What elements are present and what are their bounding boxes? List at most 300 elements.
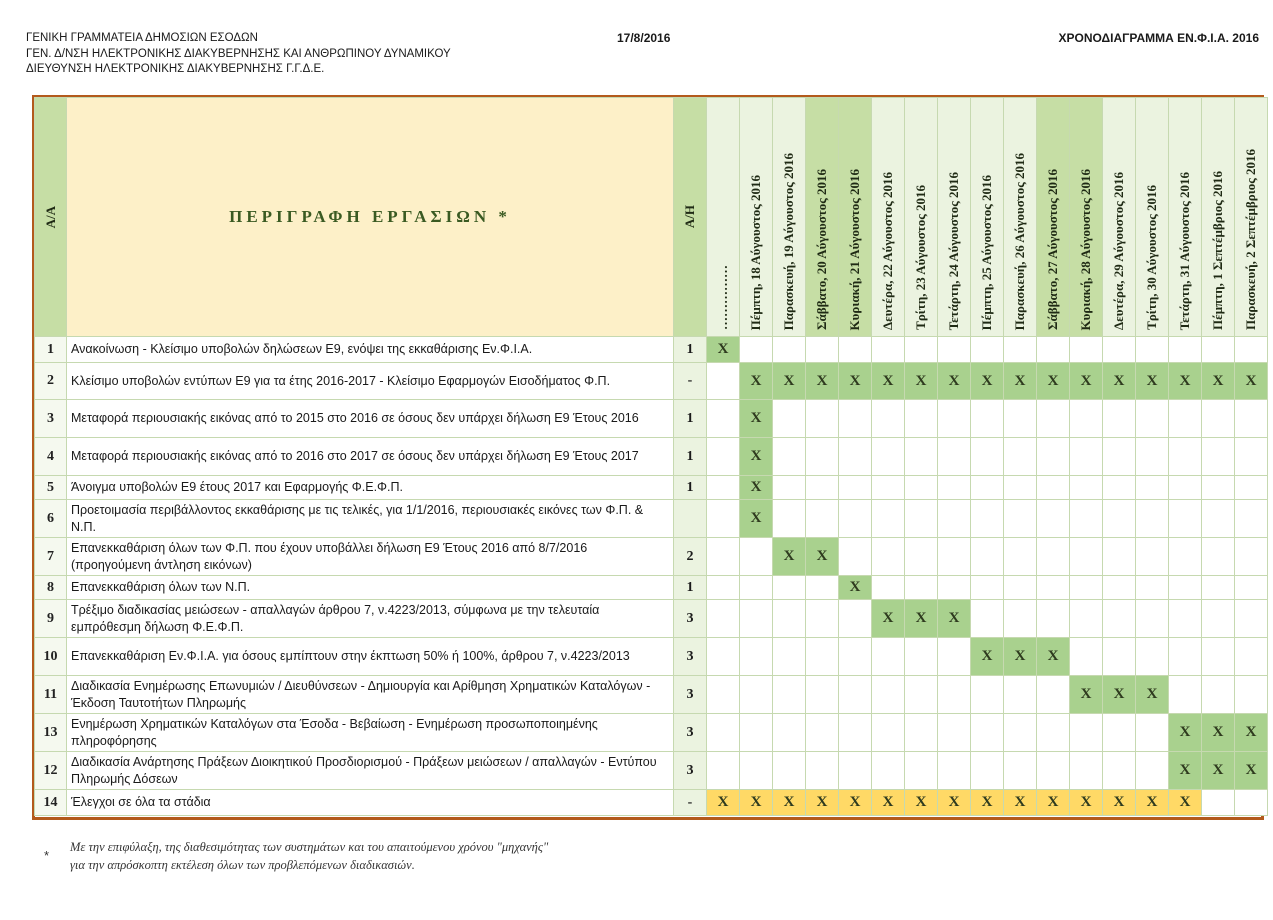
schedule-cell — [1103, 752, 1136, 790]
task-ah — [674, 500, 707, 538]
schedule-cell — [938, 638, 971, 676]
schedule-cell — [1235, 790, 1268, 816]
column-header-day — [872, 98, 905, 337]
schedule-cell — [740, 638, 773, 676]
schedule-cell — [806, 676, 839, 714]
schedule-cell — [773, 337, 806, 363]
schedule-cell — [1103, 500, 1136, 538]
schedule-mark: X — [905, 600, 938, 638]
schedule-cell — [1136, 538, 1169, 576]
task-ah: - — [674, 363, 707, 400]
schedule-cell — [1070, 576, 1103, 600]
schedule-mark: X — [740, 790, 773, 816]
day-label: Σάββατο, 20 Αύγουστος 2016 — [814, 169, 829, 330]
schedule-mark: X — [1169, 752, 1202, 790]
schedule-mark: X — [1004, 790, 1037, 816]
schedule-cell — [839, 676, 872, 714]
schedule-cell — [773, 400, 806, 438]
schedule-cell — [773, 638, 806, 676]
schedule-cell — [1070, 400, 1103, 438]
schedule-cell — [707, 476, 740, 500]
day-label: …………… — [715, 265, 730, 330]
table-row — [35, 476, 1268, 500]
schedule-cell — [971, 500, 1004, 538]
task-description: Κλείσιμο υποβολών εντύπων Ε9 για τα έτης 2016-2017 - Κλείσιμο Εφαρμογών Εισοδήματος Φ.Π. — [67, 363, 674, 400]
schedule-cell — [872, 752, 905, 790]
schedule-mark: X — [740, 363, 773, 400]
schedule-cell — [707, 400, 740, 438]
schedule-mark: X — [938, 600, 971, 638]
task-ah: - — [674, 790, 707, 816]
table-row — [35, 576, 1268, 600]
schedule-cell — [1202, 438, 1235, 476]
row-number: 2 — [35, 363, 67, 400]
schedule-cell — [1235, 337, 1268, 363]
table-row — [35, 676, 1268, 714]
schedule-cell — [971, 600, 1004, 638]
row-number: 7 — [35, 538, 67, 576]
schedule-mark: X — [740, 438, 773, 476]
schedule-cell — [1004, 438, 1037, 476]
schedule-cell — [839, 638, 872, 676]
day-label: Σάββατο, 27 Αύγουστος 2016 — [1045, 169, 1060, 330]
schedule-cell — [1037, 676, 1070, 714]
row-number: 5 — [35, 476, 67, 500]
schedule-cell — [905, 400, 938, 438]
schedule-cell — [1136, 337, 1169, 363]
column-header-day — [1202, 98, 1235, 337]
schedule-mark: X — [1037, 363, 1070, 400]
schedule-cell — [707, 538, 740, 576]
schedule-mark: X — [1202, 363, 1235, 400]
schedule-cell — [839, 400, 872, 438]
schedule-mark: X — [707, 337, 740, 363]
schedule-cell — [839, 752, 872, 790]
column-header-ah — [674, 98, 707, 337]
task-ah: 3 — [674, 638, 707, 676]
table-row — [35, 752, 1268, 790]
column-header-description — [67, 98, 674, 337]
schedule-cell — [1136, 476, 1169, 500]
schedule-cell — [1070, 714, 1103, 752]
schedule-mark: X — [1202, 714, 1235, 752]
schedule-cell — [839, 476, 872, 500]
day-label: Κυριακή, 21 Αύγουστος 2016 — [847, 168, 862, 330]
schedule-cell — [773, 438, 806, 476]
schedule-cell — [707, 363, 740, 400]
schedule-cell — [971, 538, 1004, 576]
schedule-cell — [707, 438, 740, 476]
task-ah: 1 — [674, 337, 707, 363]
schedule-cell — [1136, 500, 1169, 538]
schedule-mark: X — [872, 600, 905, 638]
schedule-cell — [872, 576, 905, 600]
task-ah: 2 — [674, 538, 707, 576]
schedule-cell — [1235, 476, 1268, 500]
row-number: 14 — [35, 790, 67, 816]
schedule-mark: X — [1169, 363, 1202, 400]
schedule-mark: X — [1004, 638, 1037, 676]
table-row — [35, 363, 1268, 400]
schedule-cell — [806, 600, 839, 638]
schedule-cell — [938, 337, 971, 363]
schedule-cell — [1004, 400, 1037, 438]
task-description: Διαδικασία Ενημέρωσης Επωνυμιών / Διευθύνσεων - Δημιουργία και Αρίθμηση Χρηματικών Καταλόγων - Έκδοση Ταυτοτήτων Πληρωμής — [67, 676, 674, 714]
schedule-mark: X — [971, 790, 1004, 816]
schedule-cell — [1169, 476, 1202, 500]
table-row — [35, 790, 1268, 816]
schedule-cell — [839, 538, 872, 576]
column-header-aa-label: Α/Α — [42, 205, 58, 229]
column-header-day — [740, 98, 773, 337]
schedule-mark: X — [806, 538, 839, 576]
schedule-cell — [1037, 538, 1070, 576]
schedule-cell — [740, 576, 773, 600]
org-line-1: ΓΕΝΙΚΗ ΓΡΑΜΜΑΤΕΙΑ ΔΗΜΟΣΙΩΝ ΕΣΟΔΩΝ — [26, 32, 258, 44]
schedule-cell — [1070, 600, 1103, 638]
schedule-cell — [938, 500, 971, 538]
schedule-mark: X — [1037, 638, 1070, 676]
day-label: Παρασκευή, 19 Αύγουστος 2016 — [781, 152, 796, 330]
schedule-cell — [971, 400, 1004, 438]
schedule-cell — [1169, 600, 1202, 638]
schedule-cell — [905, 438, 938, 476]
footnote-line-1: Με την επιφύλαξη, της διαθεσιμότητας των συστημάτων και του απαιτούμενου χρόνου "μηχανής" — [70, 840, 549, 854]
schedule-mark: X — [1070, 676, 1103, 714]
schedule-cell — [1070, 638, 1103, 676]
schedule-cell — [806, 752, 839, 790]
schedule-cell — [740, 676, 773, 714]
schedule-cell — [1235, 400, 1268, 438]
schedule-cell — [1103, 400, 1136, 438]
schedule-cell — [806, 576, 839, 600]
schedule-cell — [1070, 500, 1103, 538]
schedule-cell — [1070, 538, 1103, 576]
schedule-cell — [1235, 438, 1268, 476]
day-label: Τρίτη, 30 Αύγουστος 2016 — [1144, 185, 1159, 330]
table-row — [35, 714, 1268, 752]
schedule-cell — [839, 337, 872, 363]
schedule-cell — [1169, 500, 1202, 538]
schedule-cell — [707, 600, 740, 638]
schedule-cell — [1169, 538, 1202, 576]
schedule-cell — [938, 752, 971, 790]
task-description: Επανεκκαθάριση Εν.Φ.Ι.Α. για όσους εμπίπτουν στην έκπτωση 50% ή 100%, άρθρου 7, ν.4223/2013 — [67, 638, 674, 676]
schedule-cell — [806, 438, 839, 476]
row-number: 13 — [35, 714, 67, 752]
schedule-cell — [1202, 337, 1235, 363]
task-ah: 3 — [674, 752, 707, 790]
table-row — [35, 600, 1268, 638]
schedule-cell — [1136, 438, 1169, 476]
document-title: ΧΡΟΝΟΔΙΑΓΡΑΜΜΑ ΕΝ.Φ.Ι.Α. 2016 — [1058, 31, 1259, 45]
schedule-cell — [1136, 400, 1169, 438]
schedule-cell — [806, 638, 839, 676]
schedule-mark: X — [938, 790, 971, 816]
schedule-cell — [971, 714, 1004, 752]
task-description: Μεταφορά περιουσιακής εικόνας από το 2016 στο 2017 σε όσους δεν υπάρχει δήλωση Ε9 Έτους 2017 — [67, 438, 674, 476]
schedule-cell — [1136, 638, 1169, 676]
table-row — [35, 438, 1268, 476]
task-ah: 3 — [674, 676, 707, 714]
schedule-cell — [905, 476, 938, 500]
row-number: 1 — [35, 337, 67, 363]
schedule-cell — [740, 714, 773, 752]
task-description: Προετοιμασία περιβάλλοντος εκκαθάρισης με τις τελικές, για 1/1/2016, περιουσιακές εικόνες των Φ.Π. & Ν.Π. — [67, 500, 674, 538]
schedule-cell — [905, 538, 938, 576]
schedule-cell — [806, 400, 839, 438]
schedule-mark: X — [740, 400, 773, 438]
schedule-mark: X — [938, 363, 971, 400]
schedule-mark: X — [971, 638, 1004, 676]
schedule-cell — [806, 476, 839, 500]
schedule-cell — [707, 576, 740, 600]
schedule-cell — [1070, 438, 1103, 476]
task-description: Άνοιγμα υποβολών Ε9 έτους 2017 και Εφαρμογής Φ.Ε.Φ.Π. — [67, 476, 674, 500]
schedule-cell — [839, 714, 872, 752]
column-header-day — [1037, 98, 1070, 337]
table-row — [35, 638, 1268, 676]
schedule-cell — [1037, 600, 1070, 638]
schedule-cell — [971, 337, 1004, 363]
schedule-cell — [938, 438, 971, 476]
schedule-cell — [707, 500, 740, 538]
schedule-cell — [905, 752, 938, 790]
task-ah: 1 — [674, 438, 707, 476]
schedule-cell — [773, 476, 806, 500]
schedule-mark: X — [1103, 790, 1136, 816]
schedule-cell — [905, 714, 938, 752]
schedule-cell — [1037, 337, 1070, 363]
schedule-cell — [839, 600, 872, 638]
footnote — [70, 838, 548, 874]
schedule-cell — [1004, 576, 1037, 600]
schedule-cell — [938, 476, 971, 500]
schedule-cell — [1169, 638, 1202, 676]
schedule-cell — [1202, 500, 1235, 538]
schedule-cell — [1103, 538, 1136, 576]
table-row — [35, 500, 1268, 538]
schedule-mark: X — [1070, 363, 1103, 400]
schedule-mark: X — [1004, 363, 1037, 400]
schedule-mark: X — [1070, 790, 1103, 816]
schedule-cell — [773, 576, 806, 600]
schedule-mark: X — [1202, 752, 1235, 790]
schedule-cell — [1037, 576, 1070, 600]
day-label: Πέμπτη, 25 Αύγουστος 2016 — [979, 174, 994, 330]
schedule-cell — [1169, 576, 1202, 600]
schedule-cell — [1004, 714, 1037, 752]
schedule-cell — [1169, 337, 1202, 363]
schedule-mark: X — [773, 790, 806, 816]
schedule-cell — [1202, 400, 1235, 438]
schedule-mark: X — [740, 500, 773, 538]
task-description: Επανεκκαθάριση όλων των Ν.Π. — [67, 576, 674, 600]
schedule-cell — [806, 337, 839, 363]
schedule-cell — [1202, 676, 1235, 714]
schedule-cell — [839, 500, 872, 538]
schedule-cell — [938, 538, 971, 576]
row-number: 4 — [35, 438, 67, 476]
schedule-cell — [773, 676, 806, 714]
schedule-cell — [872, 400, 905, 438]
schedule-cell — [1037, 752, 1070, 790]
footnote-star: * — [44, 848, 50, 863]
schedule-mark: X — [773, 538, 806, 576]
schedule-cell — [1037, 400, 1070, 438]
task-ah: 3 — [674, 600, 707, 638]
schedule-cell — [938, 400, 971, 438]
schedule-cell — [1103, 337, 1136, 363]
schedule-cell — [1103, 638, 1136, 676]
schedule-cell — [1235, 538, 1268, 576]
schedule-cell — [707, 676, 740, 714]
schedule-cell — [1103, 438, 1136, 476]
column-header-day — [971, 98, 1004, 337]
schedule-cell — [740, 752, 773, 790]
schedule-cell — [905, 337, 938, 363]
schedule-cell — [1202, 790, 1235, 816]
task-description: Τρέξιμο διαδικασίας μειώσεων - απαλλαγών άρθρου 7, ν.4223/2013, σύμφωνα με την τελευταία εμπρόθεσμη δήλωση Φ.Ε.Φ.Π. — [67, 600, 674, 638]
schedule-cell — [806, 714, 839, 752]
schedule-cell — [971, 576, 1004, 600]
schedule-cell — [740, 538, 773, 576]
schedule-cell — [1136, 600, 1169, 638]
schedule-cell — [1235, 638, 1268, 676]
row-number: 10 — [35, 638, 67, 676]
row-number: 9 — [35, 600, 67, 638]
schedule-cell — [1169, 438, 1202, 476]
schedule-cell — [1037, 500, 1070, 538]
schedule-cell — [1037, 438, 1070, 476]
task-description: Επανεκκαθάριση όλων των Φ.Π. που έχουν υποβάλλει δήλωση Ε9 Έτους 2016 από 8/7/2016 (προηγούμενη άντληση εικόνων) — [67, 538, 674, 576]
schedule-mark: X — [707, 790, 740, 816]
schedule-mark: X — [1169, 790, 1202, 816]
schedule-cell — [872, 438, 905, 476]
task-ah: 1 — [674, 576, 707, 600]
schedule-cell — [1235, 576, 1268, 600]
document-date: 17/8/2016 — [617, 31, 671, 45]
schedule-cell — [872, 337, 905, 363]
schedule-cell — [773, 600, 806, 638]
schedule-cell — [1235, 676, 1268, 714]
schedule-mark: X — [1103, 676, 1136, 714]
schedule-cell — [1202, 600, 1235, 638]
day-label: Παρασκευή, 26 Αύγουστος 2016 — [1012, 152, 1027, 330]
schedule-cell — [1004, 752, 1037, 790]
task-description: Διαδικασία Ανάρτησης Πράξεων Διοικητικού Προσδιορισμού - Πράξεων μειώσεων / απαλλαγών - Εντύπου Πληρωμής Δόσεων — [67, 752, 674, 790]
day-label: Παρασκευή, 2 Σεπτέμβριος 2016 — [1243, 149, 1258, 330]
task-ah: 1 — [674, 476, 707, 500]
column-header-day — [1136, 98, 1169, 337]
day-label: Δευτέρα, 29 Αύγουστος 2016 — [1111, 171, 1126, 330]
column-header-aa — [35, 98, 67, 337]
schedule-cell — [1070, 476, 1103, 500]
schedule-cell — [1004, 676, 1037, 714]
schedule-cell — [1136, 752, 1169, 790]
task-description: Μεταφορά περιουσιακής εικόνας από το 2015 στο 2016 σε όσους δεν υπάρχει δήλωση Ε9 Έτους 2016 — [67, 400, 674, 438]
schedule-cell — [971, 676, 1004, 714]
schedule-mark: X — [1235, 752, 1268, 790]
schedule-cell — [1136, 714, 1169, 752]
schedule-cell — [773, 752, 806, 790]
schedule-cell — [938, 576, 971, 600]
column-header-day — [839, 98, 872, 337]
column-header-day — [1070, 98, 1103, 337]
schedule-cell — [839, 438, 872, 476]
schedule-cell — [971, 476, 1004, 500]
schedule-cell — [1103, 600, 1136, 638]
schedule-cell — [905, 576, 938, 600]
schedule-mark: X — [806, 790, 839, 816]
schedule-cell — [1202, 476, 1235, 500]
column-header-day — [905, 98, 938, 337]
schedule-cell — [938, 714, 971, 752]
schedule-mark: X — [872, 363, 905, 400]
schedule-cell — [971, 752, 1004, 790]
task-description: Ανακοίνωση - Κλείσιμο υποβολών δηλώσεων Ε9, ενόψει της εκκαθάρισης Εν.Φ.Ι.Α. — [67, 337, 674, 363]
schedule-cell — [905, 500, 938, 538]
column-header-description-label: ΠΕΡΙΓΡΑΦΗ ΕΡΓΑΣΙΩΝ * — [229, 207, 511, 226]
task-ah: 1 — [674, 400, 707, 438]
schedule-cell — [1004, 337, 1037, 363]
schedule-cell — [1070, 752, 1103, 790]
schedule-cell — [707, 752, 740, 790]
column-header-ah-label: Α/Η — [682, 205, 697, 229]
schedule-cell — [773, 714, 806, 752]
schedule-cell — [773, 500, 806, 538]
schedule-cell — [1202, 576, 1235, 600]
schedule-mark: X — [905, 790, 938, 816]
schedule-mark: X — [971, 363, 1004, 400]
org-line-3: ΔΙΕΥΘΥΝΣΗ ΗΛΕΚΤΡΟΝΙΚΗΣ ΔΙΑΚΥΒΕΡΝΗΣΗΣ Γ.Γ.Δ.Ε. — [26, 63, 325, 75]
schedule-mark: X — [1136, 363, 1169, 400]
schedule-mark: X — [839, 363, 872, 400]
column-header-day — [773, 98, 806, 337]
schedule-cell — [872, 714, 905, 752]
row-number: 11 — [35, 676, 67, 714]
schedule-cell — [740, 337, 773, 363]
schedule-mark: X — [806, 363, 839, 400]
schedule-table — [34, 97, 1268, 816]
day-label: Κυριακή, 28 Αύγουστος 2016 — [1078, 168, 1093, 330]
schedule-cell — [1169, 676, 1202, 714]
column-header-day — [938, 98, 971, 337]
table-header-row — [35, 98, 1268, 337]
row-number: 3 — [35, 400, 67, 438]
schedule-mark: X — [1235, 714, 1268, 752]
day-label: Τετάρτη, 24 Αύγουστος 2016 — [946, 171, 961, 330]
schedule-cell — [1004, 600, 1037, 638]
schedule-mark: X — [1136, 790, 1169, 816]
table-row — [35, 337, 1268, 363]
schedule-cell — [1004, 538, 1037, 576]
schedule-mark: X — [839, 790, 872, 816]
schedule-cell — [1235, 600, 1268, 638]
schedule-cell — [1169, 400, 1202, 438]
day-label: Τρίτη, 23 Αύγουστος 2016 — [913, 185, 928, 330]
column-header-day — [707, 98, 740, 337]
schedule-cell — [905, 676, 938, 714]
schedule-cell — [971, 438, 1004, 476]
column-header-day — [1004, 98, 1037, 337]
schedule-cell — [938, 676, 971, 714]
schedule-cell — [872, 638, 905, 676]
schedule-cell — [1037, 476, 1070, 500]
day-label: Πέμπτη, 1 Σεπτέμβριος 2016 — [1210, 171, 1225, 330]
schedule-mark: X — [872, 790, 905, 816]
table-row — [35, 538, 1268, 576]
